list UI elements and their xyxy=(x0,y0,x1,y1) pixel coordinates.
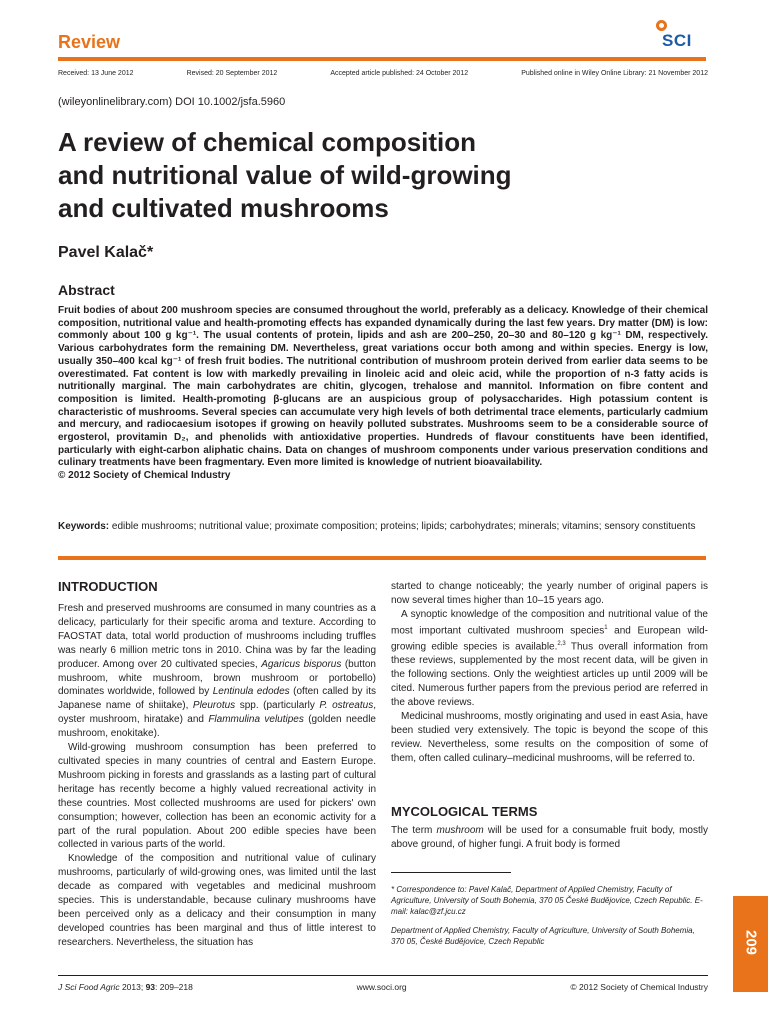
myco-paragraph: The term mushroom will be used for a consumable fruit body, mostly above ground, of higher fungi. A fruit body is formed xyxy=(391,825,708,850)
intro-paragraph-3-cont: started to change noticeably; the yearly number of original papers is now several times higher than 10–15 years ago. xyxy=(391,581,708,606)
footer-copyright: © 2012 Society of Chemical Industry xyxy=(570,982,708,992)
sci-logo xyxy=(652,20,708,54)
affiliation-footnote: Department of Applied Chemistry, Faculty of Agriculture, University of South Bohemia, 370 05, České Budějovice, Czech Republic xyxy=(391,926,695,946)
title-line-2: and nutritional value of wild-growing xyxy=(58,160,512,190)
intro-heading: INTRODUCTION xyxy=(58,579,158,594)
keywords-text: edible mushrooms; nutritional value; proximate composition; proteins; lipids; carbohydrates; minerals; vitamins; sensory constituents xyxy=(109,521,696,532)
correspondence-footnote: * Correspondence to: Pavel Kalač, Department of Applied Chemistry, Faculty of Agriculture, University of South Bohemia, 370 05 České Budějovice, Czech Republic. E-mail: kalac@zf.jcu.cz xyxy=(391,885,703,916)
dates-row xyxy=(58,70,708,77)
footnotes xyxy=(391,884,708,955)
intro-paragraph-4: A synoptic knowledge of the composition and nutritional value of the most important cultivated mushroom species$^1$ and European wild-growing edible species is available.$^{2,3}$ Thus overall information from these reviews, supplemented by the most recent data, will be given in the following sections. Only the weightiest articles up until 2009 will be cited. Numerous further papers from the previous period are referred in the above reviews. xyxy=(391,608,709,708)
intro-left-column xyxy=(58,602,376,950)
keywords-label: Keywords: xyxy=(58,521,110,532)
doi[interactable]: (wileyonlinelibrary.com) DOI 10.1002/jsfa.5960 xyxy=(58,96,286,108)
received-date: Received: 13 June 2012 xyxy=(58,70,134,77)
article-title xyxy=(58,126,678,225)
journal-citation: J Sci Food Agric 2013; 93: 209–218 xyxy=(58,982,193,992)
abstract-heading: Abstract xyxy=(58,282,115,298)
myco-column xyxy=(391,824,708,852)
footnote-rule xyxy=(391,872,511,873)
keywords xyxy=(58,520,708,533)
abstract-text: Fruit bodies of about 200 mushroom species are consumed throughout the world, preferably as a delicacy. Knowledge of their chemical composition, nutritional value and health-promoting effects has expanded dynamically during the last few years. Dry matter (DM) is low: commonly about 100 g kg⁻¹. The usual contents of protein, lipids and ash are 200–250, 20–30 and 80–120 g kg⁻¹ DM, respectively. Various carbohydrates form the remaining DM. Nevertheless, great variations occur both among and within species. Energy is low, usually 350–400 kcal kg⁻¹ of fresh fruit bodies. The nutritional contribution of mushroom protein derived from earlier data seems to be overestimated. Fat content is low with markedly prevailing in linoleic acid and oleic acid, while the proportion of n-3 fatty acids is nutritionally marginal. The main carbohydrates are chitin, glycogen, trehalose and mannitol. Information on fibre content and composition is limited. Health-promoting β-glucans are an auspicious group of polysaccharides. High potassium content is characteristic of mushrooms. Several species can accumulate very high levels of both detrimental trace elements, particularly cadmium and mercury, and radiocaesium isotopes if growing on heavily polluted substrates. Mushrooms seem to be a considerable source of ergosterol, provitamin D₂, and phenolids with antioxidative properties. Hundreds of flavour constituents have been identified, particularly with eight-carbon aliphatic chains. Data on changes of mushroom components under various preservation conditions and culinary treatments have been fragmentary. Even more limited is knowledge of nutrient bioavailability. xyxy=(58,305,708,469)
page-number: 209 xyxy=(742,929,760,956)
intro-right-column xyxy=(391,580,708,765)
intro-paragraph-1: Fresh and preserved mushrooms are consumed in many countries as a delicacy, particularly for their specific aroma and texture. According to FAOSTAT data, total world production of mushrooms including truffles was nearly 6 million metric tons in 2010. China was by far the leading producer. Among over 20 cultivated species, Agaricus bisporus (button mushroom, white mushroom, brown mushroom or portobello) dominates worldwide, followed by Lentinula edodes (often called by its Japanese name of shiitake), Pleurotus spp. (particularly P. ostreatus, oyster mushroom, hiratake) and Flammulina velutipes (golden needle mushroom, enokitake). xyxy=(58,603,376,740)
page-number-tab xyxy=(733,896,768,992)
footer xyxy=(58,982,708,992)
published-date: Published online in Wiley Online Library: 21 November 2012 xyxy=(521,70,708,77)
logo-text: SCI xyxy=(662,31,692,50)
revised-date: Revised: 20 September 2012 xyxy=(186,70,278,77)
title-line-3: and cultivated mushrooms xyxy=(58,193,389,223)
accepted-date: Accepted article published: 24 October 2012 xyxy=(330,70,469,77)
header-rule xyxy=(58,57,706,61)
abstract-copyright: © 2012 Society of Chemical Industry xyxy=(58,470,231,482)
keywords-rule xyxy=(58,556,706,560)
abstract-body xyxy=(58,305,708,483)
section-label: Review xyxy=(58,32,121,52)
myco-heading: MYCOLOGICAL TERMS xyxy=(391,804,538,819)
title-line-1: A review of chemical composition xyxy=(58,127,477,157)
intro-paragraph-2: Wild-growing mushroom consumption has been preferred to cultivated species in many countries of central and Eastern Europe. Mushroom picking in forests and grasslands as a lasting part of cultural heritage has recently become a highly valued recreational activity in these countries. Most collected mushrooms are used for pickers' own consumption; however, collection has been an economic activity for a part of the rural population. About 200 edible species have been collected in various parts of the world. xyxy=(58,742,376,851)
logo-ring-icon xyxy=(656,20,667,31)
intro-paragraph-5: Medicinal mushrooms, mostly originating and used in east Asia, have been studied very extensively. The topic is beyond the scope of this review. Nevertheless, some results on the composition of some of them, often called culinary–medicinal mushrooms, will be referred to. xyxy=(391,710,708,764)
society-website[interactable]: www.soci.org xyxy=(356,982,407,992)
author-name[interactable]: Pavel Kalač* xyxy=(58,244,154,261)
footer-rule xyxy=(58,975,708,976)
intro-paragraph-3: Knowledge of the composition and nutritional value of culinary mushrooms, particularly of wild-growing ones, was limited until the last decade as compared with vegetables and medicinal mushroom species. This is understandable, because culinary mushrooms have been perceived only as a delicacy and their consumption in many developed countries has been marginal and thus of little interest to researchers. Nevertheless, the situation has xyxy=(58,853,376,948)
